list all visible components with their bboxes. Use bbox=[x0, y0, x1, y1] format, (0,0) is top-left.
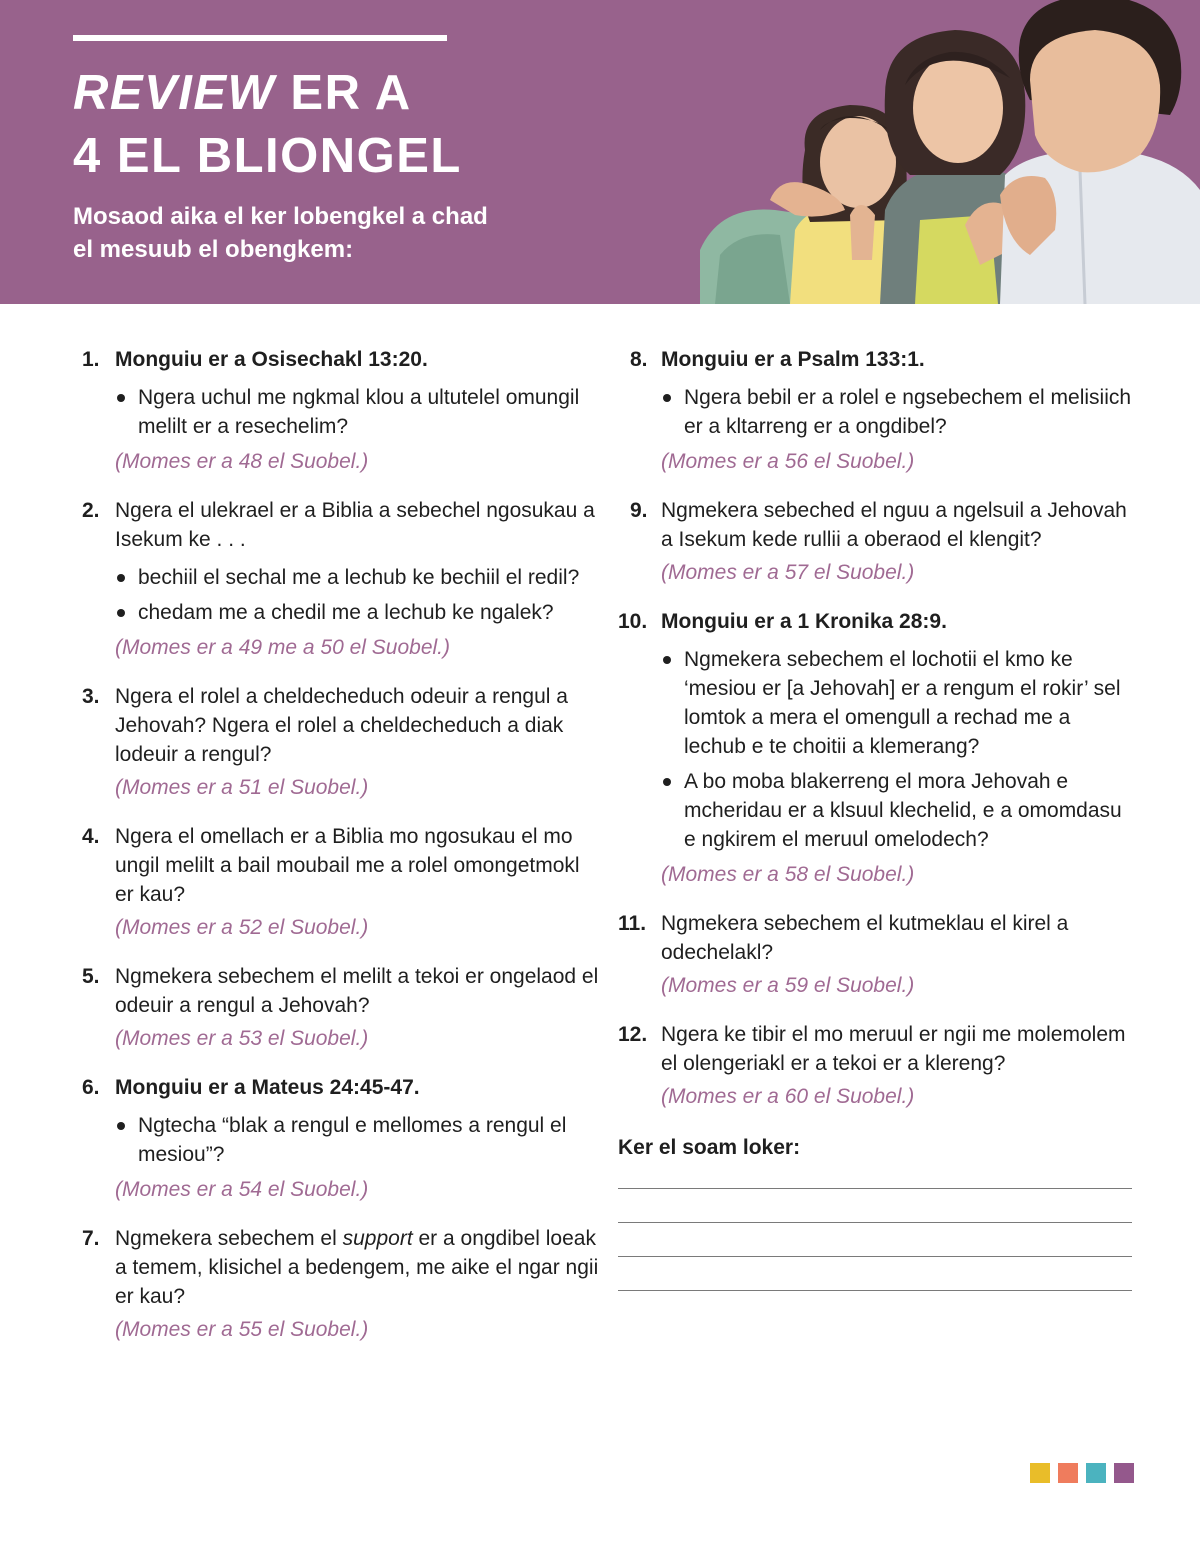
questions-left-column bbox=[82, 345, 602, 1364]
question-number: 1. bbox=[82, 348, 100, 371]
reference: (Momes er a 51 el Suobel.) bbox=[115, 776, 369, 799]
color-square bbox=[1058, 1463, 1078, 1483]
color-squares bbox=[1030, 1463, 1134, 1483]
question-5 bbox=[82, 962, 602, 1053]
question-text: Ngera el rolel a cheldecheduch odeuir a rengul a Jehovah? Ngera el rolel a cheldecheduch a diak lodeuir a rengul? bbox=[115, 685, 568, 766]
question-number: 5. bbox=[82, 965, 100, 988]
bullet-item: Ngmekera sebechem el lochotii el kmo ke ‘mesiou er [a Jehovah] er a rengum el rokir’ sel lomtok a mera el omengull a rechad me a lechub e te choitii a klemerang? bbox=[661, 645, 1138, 761]
question-text: Monguiu er a Osisechakl 13:20. bbox=[115, 348, 428, 371]
reference: (Momes er a 54 el Suobel.) bbox=[115, 1178, 369, 1201]
title-line2: 4 EL BLIONGEL bbox=[73, 129, 462, 183]
header-banner bbox=[0, 0, 1200, 304]
italic-word: support bbox=[342, 1227, 413, 1250]
question-text: Monguiu er a Psalm 133:1. bbox=[661, 348, 925, 371]
question-11 bbox=[618, 909, 1138, 1000]
bullet-item: Ngera uchul me ngkmal klou a ultutelel omungil melilt er a resechelim? bbox=[115, 383, 602, 441]
reference: (Momes er a 56 el Suobel.) bbox=[661, 450, 915, 473]
header-rule bbox=[73, 35, 447, 41]
question-text: Ngmekera sebechem el support er a ongdibel loeak a temem, klisichel a bedengem, me aike el ngar ngii er kau? bbox=[115, 1227, 599, 1308]
question-text: Ngera el ulekrael er a Biblia a sebechel ngosukau a Isekum ke . . . bbox=[115, 499, 595, 551]
note-line[interactable] bbox=[618, 1222, 1132, 1223]
title-italic: REVIEW bbox=[73, 66, 276, 120]
notes-label: Ker el soam loker: bbox=[618, 1136, 801, 1159]
question-number: 3. bbox=[82, 685, 100, 708]
question-number: 9. bbox=[630, 499, 648, 522]
bullet-item: chedam me a chedil me a lechub ke ngalek? bbox=[115, 598, 602, 627]
color-square bbox=[1030, 1463, 1050, 1483]
question-number: 12. bbox=[618, 1023, 648, 1046]
question-3 bbox=[82, 682, 602, 802]
note-line[interactable] bbox=[618, 1290, 1132, 1291]
question-number: 6. bbox=[82, 1076, 100, 1099]
question-number: 2. bbox=[82, 499, 100, 522]
question-6 bbox=[82, 1073, 602, 1204]
question-number: 4. bbox=[82, 825, 100, 848]
reference: (Momes er a 60 el Suobel.) bbox=[661, 1085, 915, 1108]
question-text: Ngmekera sebechem el kutmeklau el kirel a odechelakl? bbox=[661, 912, 1069, 964]
question-9 bbox=[618, 496, 1138, 587]
reference: (Momes er a 59 el Suobel.) bbox=[661, 974, 915, 997]
question-bullets bbox=[115, 1111, 602, 1169]
title-rest: ER A bbox=[275, 66, 412, 120]
color-square bbox=[1086, 1463, 1106, 1483]
question-number: 11. bbox=[618, 912, 647, 935]
question-4 bbox=[82, 822, 602, 942]
reference: (Momes er a 48 el Suobel.) bbox=[115, 450, 369, 473]
bullet-item: bechiil el sechal me a lechub ke bechiil el redil? bbox=[115, 563, 602, 592]
reference: (Momes er a 55 el Suobel.) bbox=[115, 1318, 369, 1341]
question-text: Monguiu er a Mateus 24:45-47. bbox=[115, 1076, 420, 1099]
question-12 bbox=[618, 1020, 1138, 1111]
question-bullets bbox=[661, 645, 1138, 854]
bullet-item: Ngtecha “blak a rengul e mellomes a rengul el mesiou”? bbox=[115, 1111, 602, 1169]
question-number: 7. bbox=[82, 1227, 100, 1250]
reference: (Momes er a 52 el Suobel.) bbox=[115, 916, 369, 939]
question-text: Ngmekera sebechem el melilt a tekoi er ongelaod el odeuir a rengul a Jehovah? bbox=[115, 965, 599, 1017]
bullet-item: Ngera bebil er a rolel e ngsebechem el melisiich er a kltarreng er a ongdibel? bbox=[661, 383, 1138, 441]
questions-right-column bbox=[618, 345, 1138, 1291]
question-text: Ngmekera sebeched el nguu a ngelsuil a Jehovah a Isekum kede rullii a oberaod el klengit? bbox=[661, 499, 1127, 551]
question-bullets bbox=[661, 383, 1138, 441]
question-bullets bbox=[115, 383, 602, 441]
question-1 bbox=[82, 345, 602, 476]
question-2 bbox=[82, 496, 602, 662]
question-bullets bbox=[115, 563, 602, 627]
reference: (Momes er a 57 el Suobel.) bbox=[661, 561, 915, 584]
question-number: 10. bbox=[618, 610, 648, 633]
family-praying-illustration bbox=[700, 0, 1200, 304]
question-number: 8. bbox=[630, 348, 648, 371]
reference: (Momes er a 53 el Suobel.) bbox=[115, 1027, 369, 1050]
color-square bbox=[1114, 1463, 1134, 1483]
question-text: Ngera ke tibir el mo meruul er ngii me molemolem el olengeriakl er a tekoi er a klereng? bbox=[661, 1023, 1126, 1075]
question-8 bbox=[618, 345, 1138, 476]
reference: (Momes er a 58 el Suobel.) bbox=[661, 863, 915, 886]
page-title bbox=[73, 62, 462, 188]
note-line[interactable] bbox=[618, 1256, 1132, 1257]
reference: (Momes er a 49 me a 50 el Suobel.) bbox=[115, 636, 450, 659]
question-10 bbox=[618, 607, 1138, 889]
question-7 bbox=[82, 1224, 602, 1344]
page-subtitle: Mosaod aika el ker lobengkel a chad el mesuub el obengkem: bbox=[73, 203, 488, 263]
question-text: Monguiu er a 1 Kronika 28:9. bbox=[661, 610, 947, 633]
bullet-item: A bo moba blakerreng el mora Jehovah e mcheridau er a klsuul klechelid, e a omomdasu e ngkirem el meruul omelodech? bbox=[661, 767, 1138, 854]
note-line[interactable] bbox=[618, 1188, 1132, 1189]
question-text: Ngera el omellach er a Biblia mo ngosukau el mo ungil melilt a bail moubail me a rolel omongetmokl er kau? bbox=[115, 825, 580, 906]
